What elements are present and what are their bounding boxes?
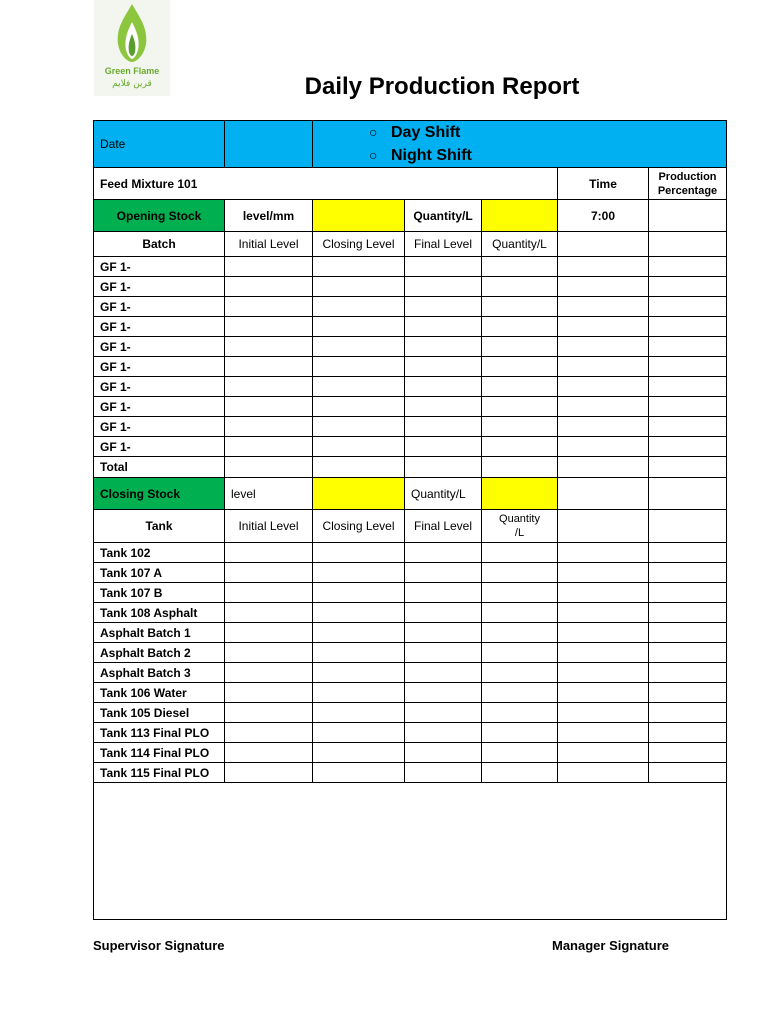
- entry-cell[interactable]: [649, 457, 727, 478]
- batch-row: [94, 417, 727, 437]
- svg-text:Green Flame: Green Flame: [104, 66, 160, 76]
- entry-cell[interactable]: [405, 297, 482, 317]
- entry-cell[interactable]: [558, 623, 649, 643]
- entry-cell[interactable]: [482, 377, 558, 397]
- entry-cell[interactable]: [225, 663, 313, 683]
- batch-row: [94, 337, 727, 357]
- entry-cell[interactable]: [405, 543, 482, 563]
- entry-cell[interactable]: [405, 317, 482, 337]
- feed-label: Feed Mixture 101: [94, 168, 558, 200]
- entry-cell[interactable]: [649, 703, 727, 723]
- date-field[interactable]: [225, 121, 313, 168]
- entry-cell[interactable]: [225, 397, 313, 417]
- tank-row: [94, 743, 727, 763]
- entry-cell[interactable]: [558, 297, 649, 317]
- batch-row-label: GF 1-: [94, 377, 225, 397]
- entry-cell[interactable]: [558, 377, 649, 397]
- entry-cell[interactable]: [482, 683, 558, 703]
- production-percentage-label: Production Percentage: [649, 168, 727, 200]
- batch-row: [94, 277, 727, 297]
- entry-cell[interactable]: [482, 417, 558, 437]
- total-row-label: Total: [94, 457, 225, 478]
- tank-row-label: Tank 106 Water: [94, 683, 225, 703]
- entry-cell[interactable]: [558, 703, 649, 723]
- entry-cell[interactable]: [313, 563, 405, 583]
- entry-cell[interactable]: [482, 763, 558, 783]
- entry-cell[interactable]: [558, 337, 649, 357]
- entry-cell[interactable]: [405, 743, 482, 763]
- batch-column-header: Batch: [94, 232, 225, 257]
- batch-row-label: GF 1-: [94, 397, 225, 417]
- entry-cell[interactable]: [225, 257, 313, 277]
- batch-row: [94, 377, 727, 397]
- entry-cell[interactable]: [313, 603, 405, 623]
- entry-cell[interactable]: [405, 397, 482, 417]
- tank-row: [94, 723, 727, 743]
- batch-row: [94, 317, 727, 337]
- batch-row: [94, 397, 727, 417]
- flame-icon: [94, 0, 170, 96]
- entry-cell[interactable]: [313, 377, 405, 397]
- page-title: Daily Production Report: [304, 73, 580, 100]
- entry-cell[interactable]: [225, 583, 313, 603]
- entry-cell[interactable]: [558, 437, 649, 457]
- batch-row-label: GF 1-: [94, 337, 225, 357]
- entry-cell[interactable]: [225, 377, 313, 397]
- entry-cell[interactable]: [225, 357, 313, 377]
- opening-quantity-label: Quantity/L: [405, 200, 482, 232]
- entry-cell[interactable]: [313, 437, 405, 457]
- entry-cell[interactable]: [482, 437, 558, 457]
- initial-level-header: Initial Level: [225, 232, 313, 257]
- entry-cell[interactable]: [482, 337, 558, 357]
- night-shift-option[interactable]: ○ Night Shift: [319, 144, 720, 167]
- batch-header-cell[interactable]: [649, 232, 727, 257]
- entry-cell[interactable]: [649, 743, 727, 763]
- tank-row-label: Tank 108 Asphalt: [94, 603, 225, 623]
- entry-cell[interactable]: [313, 723, 405, 743]
- entry-cell[interactable]: [313, 417, 405, 437]
- shift-selector: [313, 121, 727, 168]
- entry-cell[interactable]: [313, 457, 405, 478]
- time-label: Time: [558, 168, 649, 200]
- entry-cell[interactable]: [558, 563, 649, 583]
- tank-column-header: Tank: [94, 510, 225, 543]
- entry-cell[interactable]: [649, 257, 727, 277]
- entry-cell[interactable]: [649, 763, 727, 783]
- entry-cell[interactable]: [558, 543, 649, 563]
- batch-row-label: GF 1-: [94, 297, 225, 317]
- entry-cell[interactable]: [225, 317, 313, 337]
- entry-cell[interactable]: [313, 397, 405, 417]
- entry-cell[interactable]: [225, 703, 313, 723]
- entry-cell[interactable]: [405, 603, 482, 623]
- closing-quantity-label: Quantity/L: [405, 478, 482, 510]
- entry-cell[interactable]: [313, 357, 405, 377]
- entry-cell[interactable]: [649, 397, 727, 417]
- batch-row: [94, 257, 727, 277]
- batch-header-cell[interactable]: [558, 232, 649, 257]
- entry-cell[interactable]: [649, 603, 727, 623]
- entry-cell[interactable]: [482, 457, 558, 478]
- tank-row-label: Tank 105 Diesel: [94, 703, 225, 723]
- entry-cell[interactable]: [405, 683, 482, 703]
- entry-cell[interactable]: [649, 357, 727, 377]
- entry-cell[interactable]: [313, 623, 405, 643]
- entry-cell[interactable]: [482, 643, 558, 663]
- entry-cell[interactable]: [558, 277, 649, 297]
- entry-cell[interactable]: [405, 623, 482, 643]
- entry-cell[interactable]: [225, 437, 313, 457]
- total-row: [94, 457, 727, 478]
- entry-cell[interactable]: [225, 643, 313, 663]
- manager-signature-label: Manager Signature: [552, 938, 670, 953]
- entry-cell[interactable]: [649, 437, 727, 457]
- final-level-header: Final Level: [405, 510, 482, 543]
- entry-cell[interactable]: [649, 337, 727, 357]
- batch-row-label: GF 1-: [94, 417, 225, 437]
- entry-cell[interactable]: [225, 623, 313, 643]
- notes-area[interactable]: [94, 783, 727, 920]
- tank-row-label: Asphalt Batch 2: [94, 643, 225, 663]
- opening-time-value: 7:00: [558, 200, 649, 232]
- batch-row: [94, 297, 727, 317]
- entry-cell[interactable]: [405, 583, 482, 603]
- entry-cell[interactable]: [649, 563, 727, 583]
- batch-row-label: GF 1-: [94, 257, 225, 277]
- entry-cell[interactable]: [482, 357, 558, 377]
- closing-level-header: Closing Level: [313, 510, 405, 543]
- entry-cell[interactable]: [405, 257, 482, 277]
- entry-cell[interactable]: [558, 643, 649, 663]
- entry-cell[interactable]: [558, 357, 649, 377]
- entry-cell[interactable]: [649, 417, 727, 437]
- batch-header-row: [94, 232, 727, 257]
- date-label: Date: [94, 121, 225, 168]
- entry-cell[interactable]: [225, 683, 313, 703]
- day-shift-option[interactable]: ○ Day Shift: [319, 121, 720, 144]
- tank-row: [94, 643, 727, 663]
- entry-cell[interactable]: [558, 763, 649, 783]
- entry-cell[interactable]: [225, 743, 313, 763]
- entry-cell[interactable]: [558, 397, 649, 417]
- entry-cell[interactable]: [649, 317, 727, 337]
- batch-row-label: GF 1-: [94, 317, 225, 337]
- svg-text:قرين فلايم: قرين فلايم: [112, 79, 152, 89]
- closing-level-field[interactable]: [313, 478, 405, 510]
- entry-cell[interactable]: [649, 663, 727, 683]
- batch-row-label: GF 1-: [94, 357, 225, 377]
- entry-cell[interactable]: [225, 457, 313, 478]
- feed-row: [94, 168, 727, 200]
- entry-cell[interactable]: [649, 277, 727, 297]
- entry-cell[interactable]: [313, 583, 405, 603]
- entry-cell[interactable]: [225, 563, 313, 583]
- tank-row-label: Asphalt Batch 3: [94, 663, 225, 683]
- entry-cell[interactable]: [405, 417, 482, 437]
- tank-row: [94, 623, 727, 643]
- entry-cell[interactable]: [482, 703, 558, 723]
- tank-row-label: Tank 114 Final PLO: [94, 743, 225, 763]
- entry-cell[interactable]: [405, 643, 482, 663]
- tank-row: [94, 563, 727, 583]
- entry-cell[interactable]: [649, 478, 727, 510]
- entry-cell[interactable]: [225, 277, 313, 297]
- entry-cell[interactable]: [482, 623, 558, 643]
- entry-cell[interactable]: [405, 703, 482, 723]
- entry-cell[interactable]: [649, 623, 727, 643]
- entry-cell[interactable]: [313, 683, 405, 703]
- opening-level-field[interactable]: [313, 200, 405, 232]
- entry-cell[interactable]: [558, 743, 649, 763]
- entry-cell[interactable]: [313, 277, 405, 297]
- entry-cell[interactable]: [649, 543, 727, 563]
- entry-cell[interactable]: [313, 297, 405, 317]
- entry-cell[interactable]: [649, 377, 727, 397]
- entry-cell[interactable]: [225, 543, 313, 563]
- tank-row-label: Tank 115 Final PLO: [94, 763, 225, 783]
- entry-cell[interactable]: [558, 417, 649, 437]
- entry-cell[interactable]: [405, 377, 482, 397]
- entry-cell[interactable]: [225, 603, 313, 623]
- tank-row-label: Tank 102: [94, 543, 225, 563]
- closing-level-header: Closing Level: [313, 232, 405, 257]
- opening-quantity-field[interactable]: [482, 200, 558, 232]
- entry-cell[interactable]: [558, 663, 649, 683]
- opening-stock-row: [94, 200, 727, 232]
- entry-cell[interactable]: [405, 663, 482, 683]
- entry-cell[interactable]: [405, 277, 482, 297]
- quantity-header: Quantity/L: [482, 232, 558, 257]
- entry-cell[interactable]: [225, 337, 313, 357]
- entry-cell[interactable]: [558, 683, 649, 703]
- closing-level-label: level: [225, 478, 313, 510]
- batch-row: [94, 437, 727, 457]
- entry-cell[interactable]: [313, 543, 405, 563]
- closing-quantity-field[interactable]: [482, 478, 558, 510]
- entry-cell[interactable]: [482, 397, 558, 417]
- tank-row: [94, 603, 727, 623]
- entry-cell[interactable]: [405, 357, 482, 377]
- tank-row-label: Asphalt Batch 1: [94, 623, 225, 643]
- entry-cell[interactable]: [482, 583, 558, 603]
- entry-cell[interactable]: [482, 277, 558, 297]
- entry-cell[interactable]: [482, 317, 558, 337]
- radio-circle-icon[interactable]: ○: [369, 124, 378, 140]
- entry-cell[interactable]: [313, 337, 405, 357]
- entry-cell[interactable]: [558, 317, 649, 337]
- entry-cell[interactable]: [649, 583, 727, 603]
- shift-header-row: [94, 121, 727, 168]
- tank-row: [94, 543, 727, 563]
- tank-row-label: Tank 107 A: [94, 563, 225, 583]
- entry-cell[interactable]: [558, 510, 649, 543]
- entry-cell[interactable]: [558, 257, 649, 277]
- tank-row: [94, 663, 727, 683]
- entry-cell[interactable]: [313, 663, 405, 683]
- entry-cell[interactable]: [649, 643, 727, 663]
- entry-cell[interactable]: [558, 723, 649, 743]
- tank-header-row: [94, 510, 727, 543]
- closing-stock-row: [94, 478, 727, 510]
- entry-cell[interactable]: [482, 543, 558, 563]
- tank-row: [94, 683, 727, 703]
- entry-cell[interactable]: [313, 257, 405, 277]
- entry-cell[interactable]: [558, 583, 649, 603]
- entry-cell[interactable]: [225, 297, 313, 317]
- supervisor-signature-label: Supervisor Signature: [93, 938, 225, 953]
- entry-cell[interactable]: [558, 457, 649, 478]
- entry-cell[interactable]: [482, 723, 558, 743]
- opening-level-label: level/mm: [225, 200, 313, 232]
- entry-cell[interactable]: [649, 297, 727, 317]
- entry-cell[interactable]: [649, 683, 727, 703]
- radio-circle-icon[interactable]: ○: [369, 147, 378, 163]
- entry-cell[interactable]: [313, 703, 405, 723]
- quantity-header: Quantity /L: [482, 510, 558, 543]
- entry-cell[interactable]: [313, 743, 405, 763]
- entry-cell[interactable]: [313, 317, 405, 337]
- entry-cell[interactable]: [482, 257, 558, 277]
- entry-cell[interactable]: [482, 297, 558, 317]
- production-report-table: [93, 120, 727, 920]
- opening-stock-label: Opening Stock: [94, 200, 225, 232]
- opening-percentage-field[interactable]: [649, 200, 727, 232]
- entry-cell[interactable]: [558, 603, 649, 623]
- green-flame-logo: [94, 0, 170, 96]
- entry-cell[interactable]: [313, 763, 405, 783]
- batch-row-label: GF 1-: [94, 437, 225, 457]
- entry-cell[interactable]: [225, 417, 313, 437]
- entry-cell[interactable]: [649, 510, 727, 543]
- batch-row-label: GF 1-: [94, 277, 225, 297]
- entry-cell[interactable]: [405, 763, 482, 783]
- entry-cell[interactable]: [405, 723, 482, 743]
- entry-cell[interactable]: [482, 603, 558, 623]
- initial-level-header: Initial Level: [225, 510, 313, 543]
- tank-row-label: Tank 113 Final PLO: [94, 723, 225, 743]
- entry-cell[interactable]: [405, 337, 482, 357]
- batch-row: [94, 357, 727, 377]
- tank-row: [94, 763, 727, 783]
- tank-row-label: Tank 107 B: [94, 583, 225, 603]
- closing-stock-label: Closing Stock: [94, 478, 225, 510]
- tank-row: [94, 583, 727, 603]
- entry-cell[interactable]: [482, 563, 558, 583]
- entry-cell[interactable]: [482, 663, 558, 683]
- entry-cell[interactable]: [405, 563, 482, 583]
- entry-cell[interactable]: [405, 437, 482, 457]
- notes-row: [94, 783, 727, 920]
- entry-cell[interactable]: [558, 478, 649, 510]
- entry-cell[interactable]: [405, 457, 482, 478]
- entry-cell[interactable]: [225, 723, 313, 743]
- entry-cell[interactable]: [225, 763, 313, 783]
- tank-row: [94, 703, 727, 723]
- entry-cell[interactable]: [482, 743, 558, 763]
- final-level-header: Final Level: [405, 232, 482, 257]
- entry-cell[interactable]: [649, 723, 727, 743]
- entry-cell[interactable]: [313, 643, 405, 663]
